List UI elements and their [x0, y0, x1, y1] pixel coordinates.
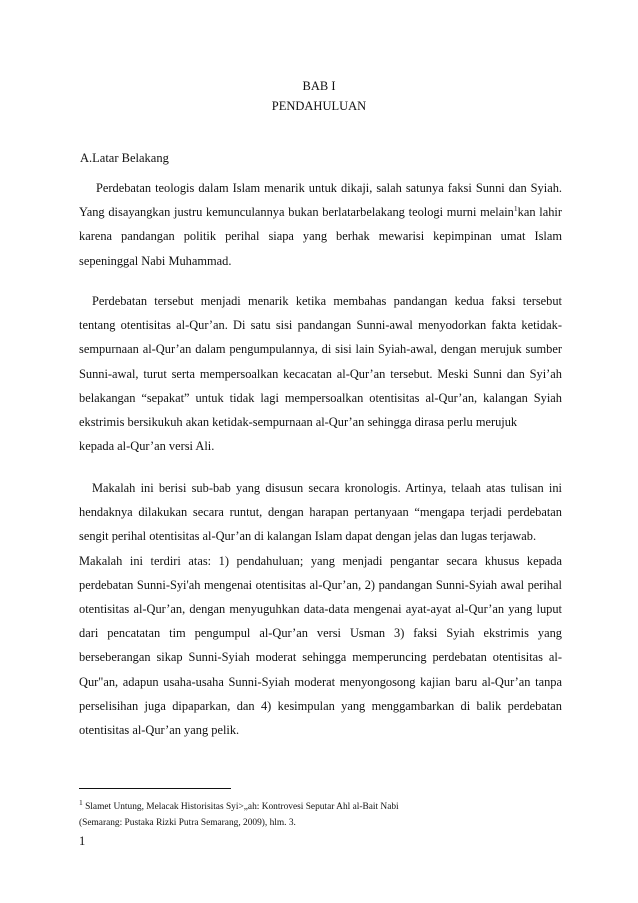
paragraph-1	[79, 176, 562, 273]
footnote-reference[interactable]: 1	[513, 204, 518, 214]
footnote-divider	[79, 788, 231, 789]
paragraph-3	[79, 476, 562, 742]
footnote-marker: 1	[79, 797, 83, 807]
chapter-title: PENDAHULUAN	[271, 99, 367, 113]
section-title: A.Latar Belakang	[80, 151, 169, 165]
chapter-number: BAB I	[302, 79, 336, 93]
footnote-citation: Slamet Untung, Melacak Historisitas Syi>„ah: Kontrovesi Seputar Ahl al-Bait Nabi	[85, 802, 399, 812]
paragraph-3-tail: Makalah ini terdiri atas: 1) pendahuluan; yang menjadi pengantar secara khusus kepada perdebatan Sunni-Syi'ah mengenai otentisitas al-Qur’an, 2) pandangan Sunni-Syiah awal perihal otentisitas al-Qur’an, dengan menyuguhkan data-data mengenai ayat-ayat al-Qur’an yang luput dari pencatatan tim pengumpul al-Qur’an versi Usman 3) faksi Syiah ekstrimis yang berseberangan sikap Sunni-Syiah moderat sehingga memperuncing perdebatan otentisitas al-Qur"an, adapun usaha-usaha Sunni-Syiah moderat menyongosong kajian baru al-Qur’an tanpa perselisihan juga dipaparkan, dan 4) kesimpulan yang menggambarkan di balik perdebatan otentisitas al-Qur’an yang pelik.	[79, 553, 562, 738]
paragraph-2-text: Perdebatan tersebut menjadi menarik ketika membahas pandangan kedua faksi tersebut tentang otentisitas al-Qur’an. Di satu sisi pandangan Sunni-awal menyodorkan fakta ketidak-sempurnaan al-Qur’an dalam pengumpulannya, di sisi lain Syiah-awal, dengan merujuk sumber Sunni-awal, turut serta mempersoalkan kecacatan al-Qur’an tersebut. Meski Sunni dan Syi’ah belakangan “sepakat” untuk tidak lagi mempersoalkan otentisitas al-Qur’an, kalangan Syiah ekstrimis bersikukuh akan ketidak-sempurnaan al-Qur’an sehingga dirasa perlu merujuk	[79, 294, 562, 430]
paragraph-2	[79, 289, 562, 458]
paragraph-1-text-b: kan lahir karena pandangan politik perihal siapa yang berhak mewarisi kepimpinan umat Islam sepeninggal Nabi Muhammad.	[79, 205, 563, 268]
paragraph-2-tail: kepada al-Qur’an versi Ali.	[79, 439, 215, 454]
footnote-line-2: (Semarang: Pustaka Rizki Putra Semarang, 2009), hlm. 3.	[79, 818, 296, 828]
paragraph-1-text-a: Perdebatan teologis dalam Islam menarik untuk dikaji, salah satunya faksi Sunni dan Syiah. Yang disayangkan justru kemunculannya bukan berlatarbelakang teologi murni melain	[79, 181, 562, 220]
paragraph-3-text: Makalah ini berisi sub-bab yang disusun secara kronologis. Artinya, telaah atas tulisan ini hendaknya dilakukan secara runtut, dengan harapan pertanyaan “mengapa terjadi perdebatan sengit perihal otentisitas al-Qur’an di kalangan Islam dapat dengan jelas dan lugas terjawab.	[79, 481, 562, 544]
page-number: 1	[79, 834, 86, 848]
